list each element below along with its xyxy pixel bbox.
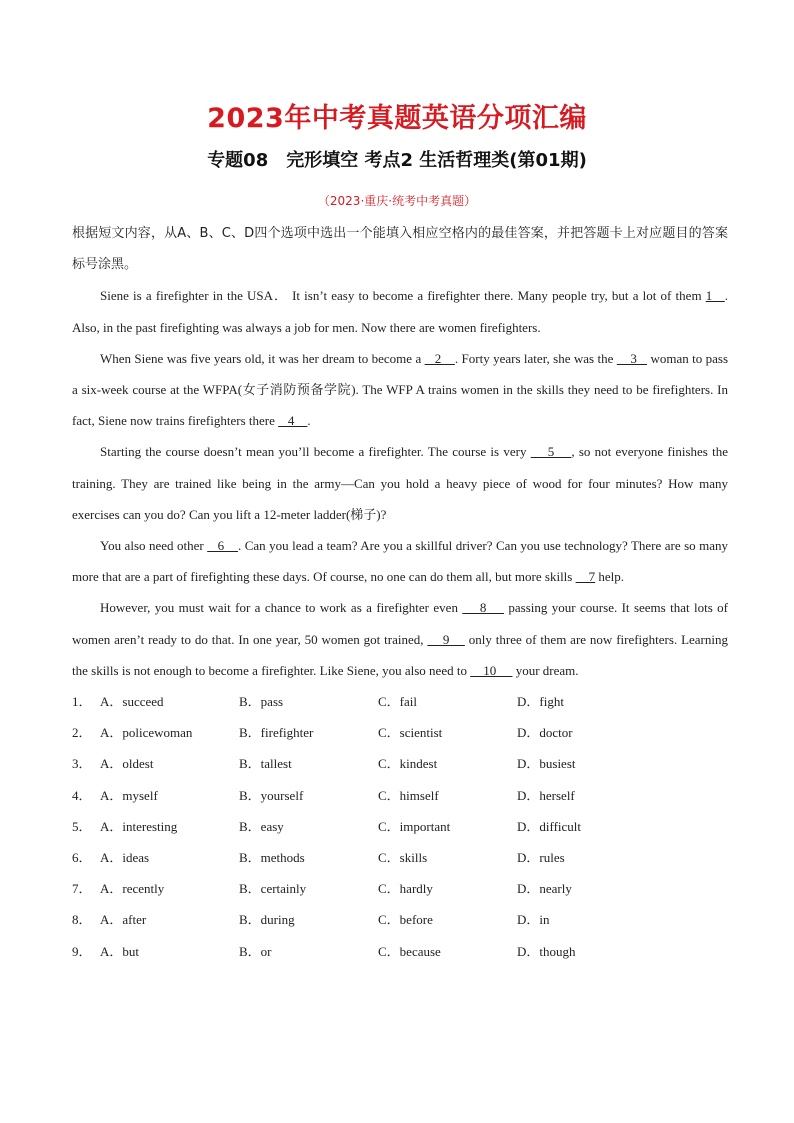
question-number: 4． [72, 787, 92, 803]
option-d[interactable]: D．nearly [517, 881, 572, 897]
option-b[interactable]: B．or [239, 943, 272, 959]
option-a[interactable]: A．oldest [100, 756, 154, 772]
options-list [72, 686, 728, 967]
option-c[interactable]: C．before [378, 912, 433, 928]
option-d[interactable]: D．though [517, 943, 576, 959]
question-row [72, 748, 728, 779]
option-c[interactable]: C．kindest [378, 756, 438, 772]
passage-text: only three of them are now firefighters. Learning the skills is not enough to become a firefighter. Like Siene, you also need to [72, 631, 728, 678]
option-d[interactable]: D．rules [517, 849, 565, 865]
passage-text: help. [595, 569, 624, 585]
option-a[interactable]: A．myself [100, 787, 158, 803]
option-b[interactable]: B．firefighter [239, 725, 314, 741]
question-row [72, 873, 728, 904]
passage-paragraph-2 [72, 343, 728, 437]
option-b[interactable]: B．methods [239, 849, 305, 865]
option-c[interactable]: C．because [378, 943, 441, 959]
blank-7: 7 [575, 569, 596, 585]
passage-text: When Siene was five years old, it was her dream to become a [100, 350, 425, 366]
question-row [72, 780, 728, 811]
passage-paragraph-5 [72, 592, 728, 686]
page-subtitle: 专题08 完形填空 考点2 生活哲理类(第01期) [207, 150, 587, 171]
passage-text: your dream. [512, 662, 579, 678]
option-a[interactable]: A．ideas [100, 849, 150, 865]
option-a[interactable]: A．succeed [100, 694, 164, 710]
passage-paragraph-3 [72, 436, 728, 530]
option-b[interactable]: B．easy [239, 818, 284, 834]
blank-3: 3 [616, 350, 648, 366]
passage-text: woman to pass a six-week course at the WFPA(女子消防预备学院). The WFP A trains women in the skills they need to be firefighters. In fact, Siene now trains firefighters there [72, 350, 729, 429]
page-title: 2023年中考真题英语分项汇编 [207, 103, 587, 134]
question-source: （2023·重庆·统考中考真题） [317, 194, 477, 208]
option-c[interactable]: C．himself [378, 787, 439, 803]
option-a[interactable]: A．but [100, 943, 140, 959]
question-number: 8． [72, 912, 92, 928]
question-number: 3． [72, 756, 92, 772]
option-d[interactable]: D．in [517, 912, 550, 928]
blank-5: 5 [530, 444, 572, 460]
option-b[interactable]: B．during [239, 912, 295, 928]
passage-text: , so not everyone finishes the training. They are trained like being in the army—Can you hold a heavy piece of wood for four minutes? How many exercises can you do? Can you lift a 12-meter ladder(梯子)? [72, 444, 729, 522]
option-d[interactable]: D．doctor [517, 725, 573, 741]
blank-1: 1 [705, 288, 725, 304]
question-row [72, 811, 728, 842]
option-a[interactable]: A．policewoman [100, 725, 193, 741]
document-body [72, 218, 728, 967]
blank-6: 6 [207, 538, 238, 554]
question-row [72, 936, 728, 967]
question-number: 9． [72, 943, 92, 959]
passage-paragraph-4 [72, 530, 728, 592]
option-d[interactable]: D．fight [517, 694, 564, 710]
option-a[interactable]: A．recently [100, 881, 165, 897]
option-d[interactable]: D．busiest [517, 756, 576, 772]
passage-text: . [307, 413, 311, 429]
question-number: 7． [72, 881, 92, 897]
option-c[interactable]: C．scientist [378, 725, 443, 741]
blank-8: 8 [462, 600, 505, 616]
option-d[interactable]: D．herself [517, 787, 575, 803]
question-row [72, 904, 728, 935]
option-a[interactable]: A．interesting [100, 818, 178, 834]
passage-text: You also need other [100, 538, 208, 554]
option-b[interactable]: B．certainly [239, 881, 307, 897]
passage-text: passing your course. It seems that lots of women aren’t ready to do that. In one year, 50 women got trained, [72, 600, 728, 647]
question-row [72, 717, 728, 748]
option-b[interactable]: B．yourself [239, 787, 304, 803]
question-number: 1． [72, 694, 92, 710]
option-b[interactable]: B．pass [239, 694, 284, 710]
passage-paragraph-1 [72, 280, 728, 342]
question-row [72, 686, 728, 717]
passage-text: . Forty years later, she was the [454, 350, 617, 366]
option-a[interactable]: A．after [100, 912, 147, 928]
passage-text: Siene is a firefighter in the USA． It isn’t easy to become a firefighter there. Many people try, but a lot of them [100, 288, 706, 304]
passage-text: . Also, in the past firefighting was always a job for men. Now there are women firefighters. [72, 288, 729, 335]
blank-2: 2 [424, 350, 455, 366]
option-c[interactable]: C．fail [378, 694, 417, 710]
option-d[interactable]: D．difficult [517, 818, 582, 834]
option-b[interactable]: B．tallest [239, 756, 292, 772]
blank-9: 9 [427, 631, 465, 647]
question-number: 2． [72, 725, 92, 741]
option-c[interactable]: C．hardly [378, 881, 433, 897]
option-c[interactable]: C．important [378, 818, 451, 834]
blank-4: 4 [278, 413, 308, 429]
passage-text: However, you must wait for a chance to work as a firefighter even [100, 600, 463, 616]
passage-text: . Can you lead a team? Are you a skillful driver? Can you use technology? There are so many more that are a part of firefighting these days. Of course, no one can do them all, but more skills [72, 538, 729, 585]
option-c[interactable]: C．skills [378, 849, 428, 865]
instructions: 根据短文内容，从A、B、C、D四个选项中选出一个能填入相应空格内的最佳答案，并把答题卡上对应题目的答案标号涂黑。 [72, 226, 728, 273]
blank-10: 10 [470, 662, 513, 678]
question-number: 5． [72, 818, 92, 834]
question-number: 6． [72, 849, 92, 865]
question-row [72, 842, 728, 873]
passage-text: Starting the course doesn’t mean you’ll become a firefighter. The course is very [100, 444, 531, 460]
